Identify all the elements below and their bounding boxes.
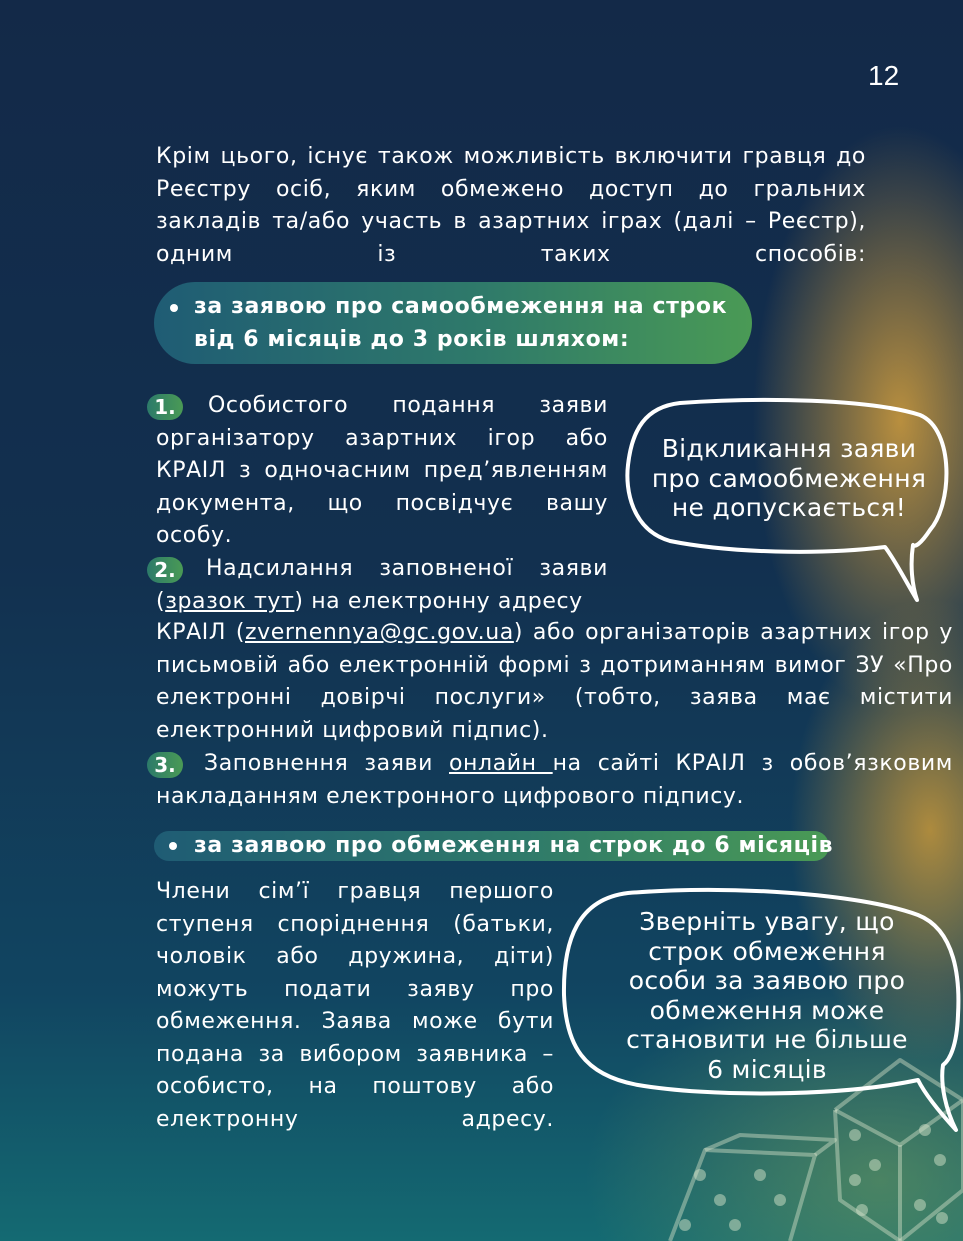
- bubble2-line: становити не більше: [626, 1025, 908, 1054]
- bullet1-line1: за заявою про самообмеження на строк: [194, 294, 728, 319]
- item2-line2: (зразок тут) на електронну адресу: [156, 589, 583, 614]
- bubble1-line: не допускається!: [671, 493, 907, 522]
- bubble2-line: строк обмеження: [648, 936, 886, 966]
- bubble2-line: обмеження може: [649, 995, 885, 1025]
- item2-number-label: 2.: [154, 558, 176, 582]
- item2-line2-rest: ) на електронну адресу: [294, 589, 583, 614]
- item2-prefix: КРАІЛ (: [156, 620, 246, 645]
- bullet-dot-icon: [170, 304, 178, 312]
- item3-number-label: 3.: [154, 753, 176, 777]
- bullet-dot-icon: [169, 842, 177, 850]
- bubble2-line: 6 місяців: [707, 1054, 827, 1084]
- item2-rest-text: ) або організаторів азартних ігор у письмовій або електронній формі з дотриманням вимог ЗУ «Про електронні довірчі послуги» (тобто, заява має містити електронний цифровий підпис).: [156, 620, 953, 743]
- intro-paragraph: Крім цього, існує також можливість включити гравця до Реєстру осіб, яким обмежено доступ до гральних закладів та/або участь в азартних іграх (далі – Реєстр), одним із таких способів:: [156, 144, 866, 267]
- item-number-2: [147, 557, 183, 583]
- bubble2-line: Зверніть увагу, що: [639, 907, 895, 936]
- bullet1-line2: від 6 місяців до 3 років шляхом:: [194, 326, 630, 352]
- bubble1-text: [636, 434, 942, 523]
- bubble2-line: особи за заявою про: [628, 966, 906, 995]
- sample-link[interactable]: зразок тут: [165, 589, 295, 614]
- bullet-restriction: [154, 831, 834, 861]
- email-link[interactable]: zvernennya@gc.gov.ua: [245, 620, 514, 645]
- item2-line1: Надсилання заповненої заяви: [206, 556, 608, 581]
- bubble1-line: Відкликання заяви: [661, 434, 917, 463]
- item1-text: Особистого подання заяви організатору азартних ігор або КРАІЛ з одночасним пред’явленням документа, що посвідчує вашу особу.: [156, 393, 608, 548]
- bubble1-line: про самообмеження: [651, 463, 927, 493]
- online-link[interactable]: онлайн: [449, 751, 553, 776]
- bubble2-text: [606, 907, 928, 1084]
- item3-prefix: Заповнення заяви: [204, 751, 449, 776]
- item-number-1: 1.: [147, 394, 183, 420]
- item2-rest: [156, 617, 953, 747]
- item3-text: [156, 748, 953, 813]
- bullet2-text: за заявою про обмеження на строк до 6 місяців: [194, 833, 834, 858]
- item3-rest: на сайті КРАІЛ з обов’язковим накладанням електронного цифрового підпису.: [156, 751, 953, 809]
- page-number: 12: [868, 60, 900, 91]
- bullet-self-restriction: [154, 282, 752, 364]
- family-paragraph: Члени сім’ї гравця першого ступеня споріднення (батьки, чоловік або дружина, діти) можуть подати заяву про обмеження. Заява може бути подана за вибором заявника – особисто, на поштову або електронну адресу.: [156, 879, 554, 1132]
